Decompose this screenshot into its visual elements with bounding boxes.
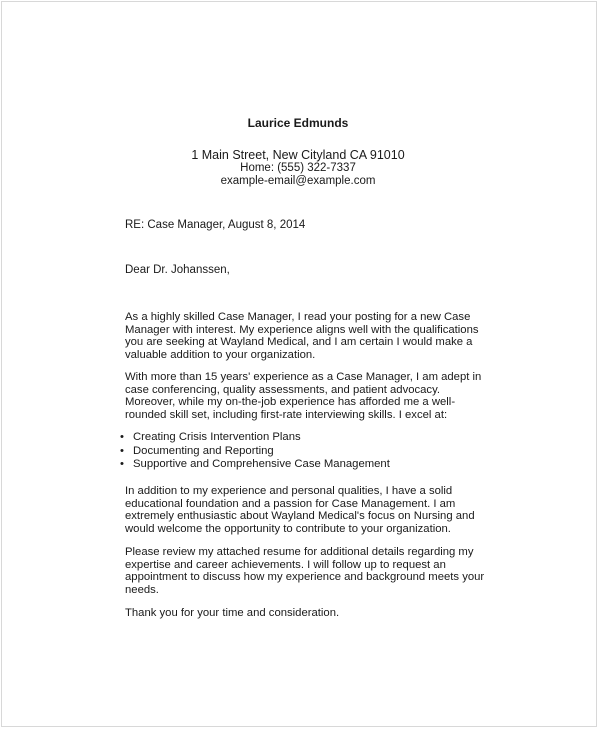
list-item bbox=[118, 431, 390, 445]
text-line: case conferencing, quality assessments, and patient advocacy. bbox=[125, 383, 441, 396]
skill-label: Creating Crisis Intervention Plans bbox=[133, 431, 301, 443]
list-item bbox=[118, 445, 390, 459]
text-line: educational foundation and a passion for Case Management. I am bbox=[125, 497, 456, 510]
text-line: In addition to my experience and personal qualities, I have a solid bbox=[125, 485, 453, 497]
sender-address: 1 Main Street, New Cityland CA 91010 bbox=[191, 148, 405, 162]
text-line: needs. bbox=[125, 583, 159, 596]
skill-label: Supportive and Comprehensive Case Management bbox=[133, 458, 390, 470]
text-line: extremely enthusiastic about Wayland Medical's focus on Nursing and bbox=[125, 510, 475, 523]
paragraph-closing bbox=[125, 607, 470, 620]
paragraph-education bbox=[125, 485, 475, 535]
paragraph-experience bbox=[125, 371, 482, 421]
text-line: As a highly skilled Case Manager, I read your posting for a new Case bbox=[125, 311, 471, 323]
bullet-icon: • bbox=[120, 458, 124, 470]
skills-list bbox=[118, 431, 390, 472]
paragraph-intro bbox=[125, 311, 479, 361]
sender-contact-block bbox=[0, 148, 596, 188]
bullet-icon: • bbox=[120, 444, 124, 457]
sender-phone: Home: (555) 322-7337 bbox=[240, 162, 356, 174]
text-line: you are seeking at Wayland Medical, and I am certain I would make a bbox=[125, 336, 473, 349]
text-line: appointment to discuss how my experience and background meets your bbox=[125, 571, 485, 584]
bullet-icon: • bbox=[120, 431, 124, 443]
sender-name: Laurice Edmunds bbox=[247, 116, 349, 130]
text-line: Please review my attached resume for additional details regarding my bbox=[125, 546, 474, 558]
list-item bbox=[118, 458, 390, 472]
paragraph-follow-up bbox=[125, 546, 485, 596]
text-line: valuable addition to your organization. bbox=[125, 348, 316, 361]
sender-email: example-email@example.com bbox=[220, 175, 376, 187]
text-line: With more than 15 years' experience as a Case Manager, I am adept in bbox=[125, 371, 482, 383]
text-line: would welcome the opportunity to contribute to your organization. bbox=[125, 522, 451, 535]
text-line: expertise and career achievements. I will follow up to request an bbox=[125, 558, 446, 571]
subject-line: RE: Case Manager, August 8, 2014 bbox=[125, 219, 306, 231]
skill-label: Documenting and Reporting bbox=[133, 444, 274, 457]
text-line: Manager with interest. My experience aligns well with the qualifications bbox=[125, 323, 479, 336]
closing-line: Thank you for your time and consideration. bbox=[125, 607, 340, 619]
text-line: rounded skill set, including first-rate interviewing skills. I excel at: bbox=[125, 408, 448, 421]
salutation: Dear Dr. Johanssen, bbox=[125, 264, 230, 276]
text-line: Moreover, while my on-the-job experience has afforded me a well- bbox=[125, 396, 456, 409]
